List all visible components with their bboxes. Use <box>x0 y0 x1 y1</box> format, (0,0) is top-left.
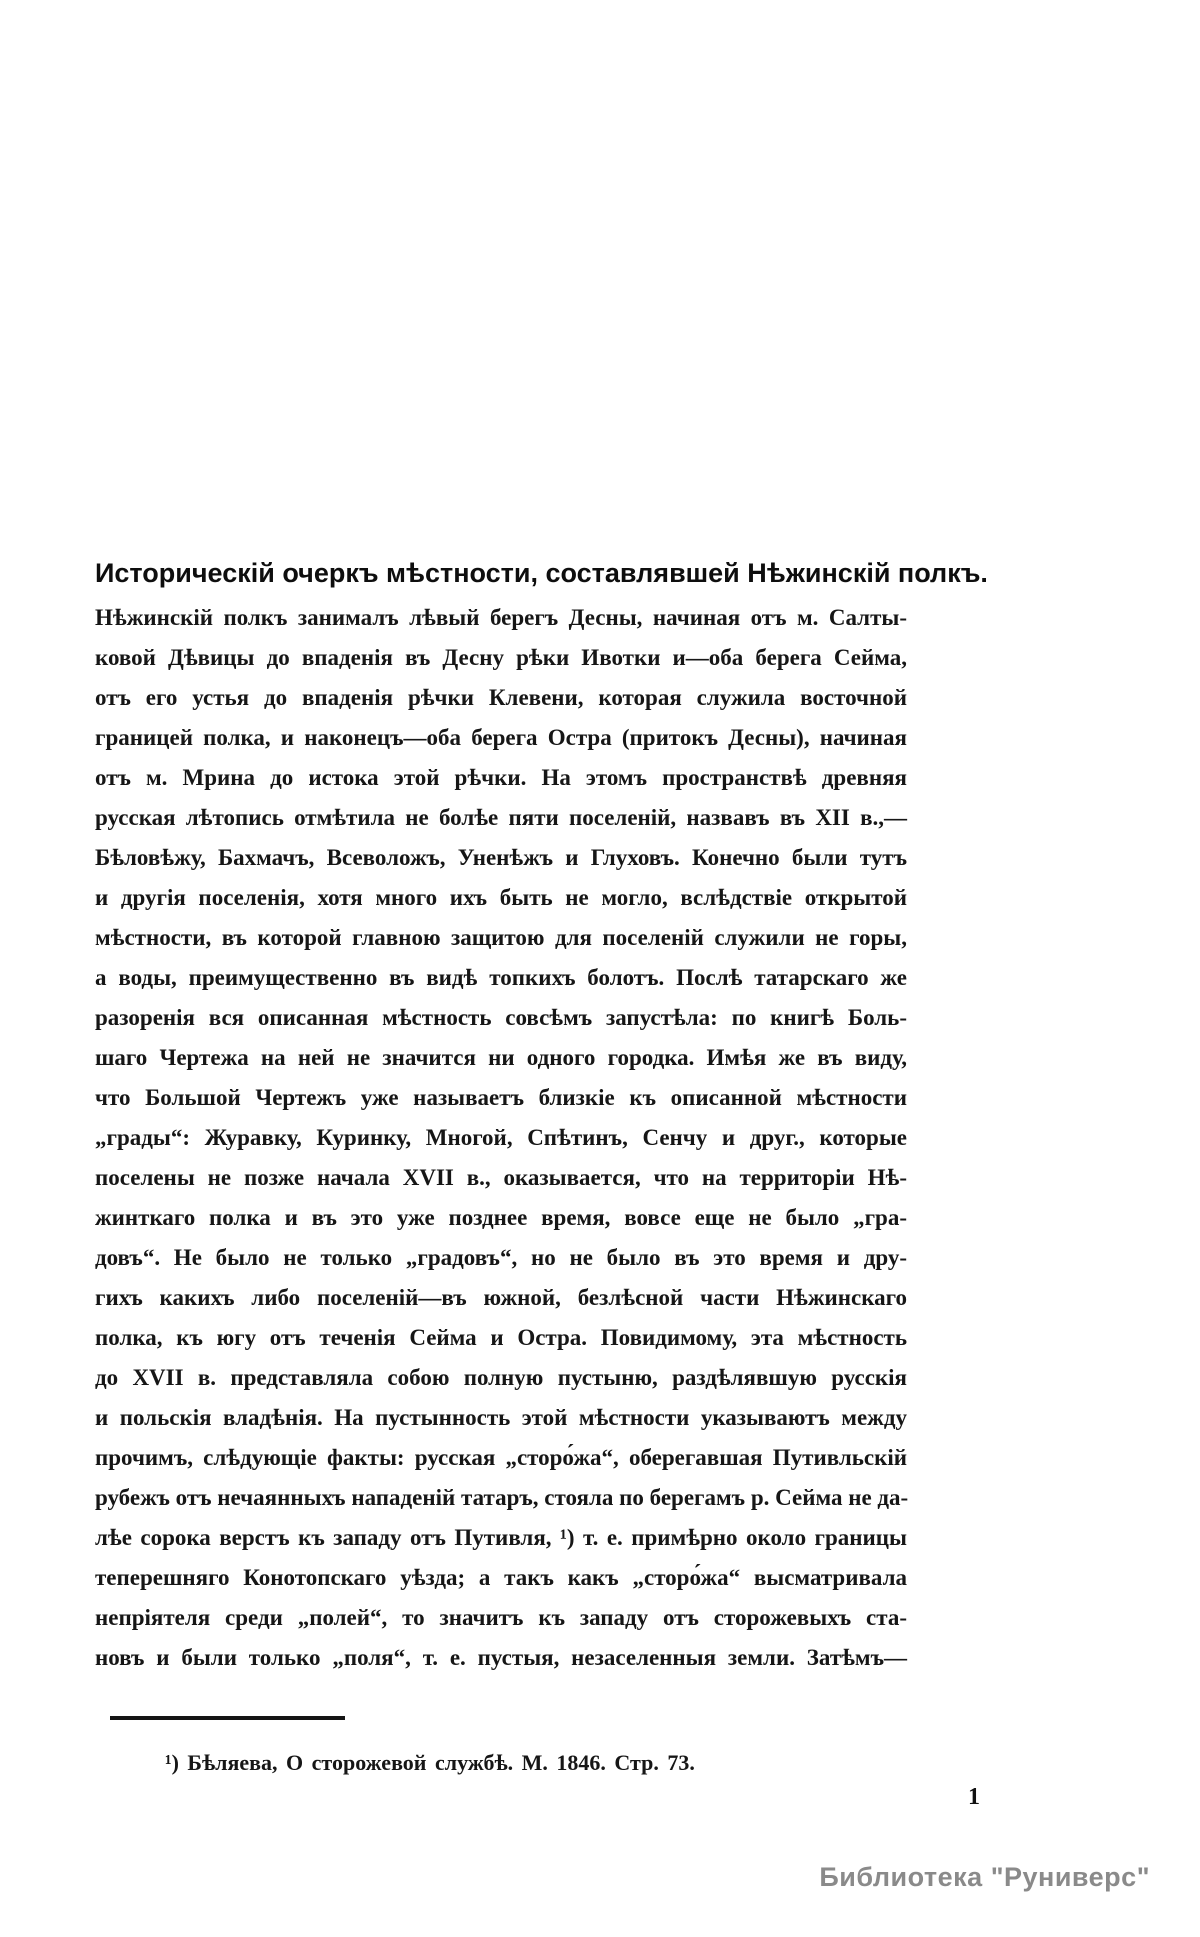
page-title: Историческій очеркъ мѣстности, составлявшей Нѣжинскій полкъ. <box>95 558 988 588</box>
text-line: границей полка, и наконецъ—оба берега Остра (притокъ Десны), начиная <box>95 725 907 750</box>
text-line: „грады“: Журавку, Куринку, Многой, Спѣтинъ, Сенчу и друг., которые <box>95 1125 907 1150</box>
text-line: Нѣжинскій полкъ занималъ лѣвый берегъ Десны, начиная отъ м. Салты- <box>95 605 907 630</box>
text-line: и польскія владѣнія. На пустынность этой мѣстности указываютъ между <box>95 1405 907 1430</box>
text-line: ковой Дѣвицы до впаденія въ Десну рѣки Ивотки и—оба берега Сейма, <box>95 645 907 670</box>
text-line: лѣе сорока верстъ къ западу отъ Путивля, ¹) т. е. примѣрно около границы <box>95 1525 907 1550</box>
text-line: новъ и были только „поля“, т. е. пустыя, незаселенныя земли. Затѣмъ— <box>95 1645 907 1670</box>
text-line: поселены не позже начала XVII в., оказывается, что на территоріи Нѣ- <box>95 1165 907 1190</box>
footnote-divider <box>110 1716 345 1720</box>
page-number: 1 <box>968 1784 980 1810</box>
watermark: Библиотека "Руниверс" <box>819 1862 1150 1892</box>
text-line: а воды, преимущественно въ видѣ топкихъ болотъ. Послѣ татарскаго же <box>95 965 907 990</box>
text-line: жинткаго полка и въ это уже позднее время, вовсе еще не было „гра- <box>95 1205 907 1230</box>
text-line: прочимъ, слѣдующіе факты: русская „сторо́жа“, оберегавшая Путивльскій <box>95 1445 907 1470</box>
text-line: довъ“. Не было не только „градовъ“, но не было въ это время и дру- <box>95 1245 907 1270</box>
text-line: и другія поселенія, хотя много ихъ быть не могло, вслѣдствіе открытой <box>95 885 907 910</box>
text-line: мѣстности, въ которой главною защитою для поселеній служили не горы, <box>95 925 907 950</box>
text-line: русская лѣтопись отмѣтила не болѣе пяти поселеній, назвавъ въ XII в.,— <box>95 805 907 830</box>
text-line: что Большой Чертежъ уже называетъ близкіе къ описанной мѣстности <box>95 1085 907 1110</box>
text-line: непріятеля среди „полей“, то значитъ къ западу отъ сторожевыхъ ста- <box>95 1605 907 1630</box>
footnote: ¹) Бѣляева, О сторожевой службѣ. М. 1846. Стр. 73. <box>165 1750 695 1775</box>
text-line: теперешняго Конотопскаго уѣзда; а такъ какъ „сторо́жа“ высматривала <box>95 1565 907 1590</box>
text-line: отъ его устья до впаденія рѣчки Клевени, которая служила восточной <box>95 685 907 710</box>
text-line: полка, къ югу отъ теченія Сейма и Остра. Повидимому, эта мѣстность <box>95 1325 907 1350</box>
text-line: разоренія вся описанная мѣстность совсѣмъ запустѣла: по книгѣ Боль- <box>95 1005 907 1030</box>
body-text <box>95 598 907 1678</box>
text-line: шаго Чертежа на ней не значится ни одного городка. Имѣя же въ виду, <box>95 1045 907 1070</box>
text-line: до XVII в. представляла собою полную пустыню, раздѣлявшую русскія <box>95 1365 907 1390</box>
text-line: гихъ какихъ либо поселеній—въ южной, безлѣсной части Нѣжинскаго <box>95 1285 907 1310</box>
text-line: Бѣловѣжу, Бахмачъ, Всеволожъ, Уненѣжъ и Глуховъ. Конечно были тутъ <box>95 845 907 870</box>
text-line: рубежъ отъ нечаянныхъ нападеній татаръ, стояла по берегамъ р. Сейма не да- <box>95 1485 909 1510</box>
text-line: отъ м. Мрина до истока этой рѣчки. На этомъ пространствѣ древняя <box>95 765 907 790</box>
